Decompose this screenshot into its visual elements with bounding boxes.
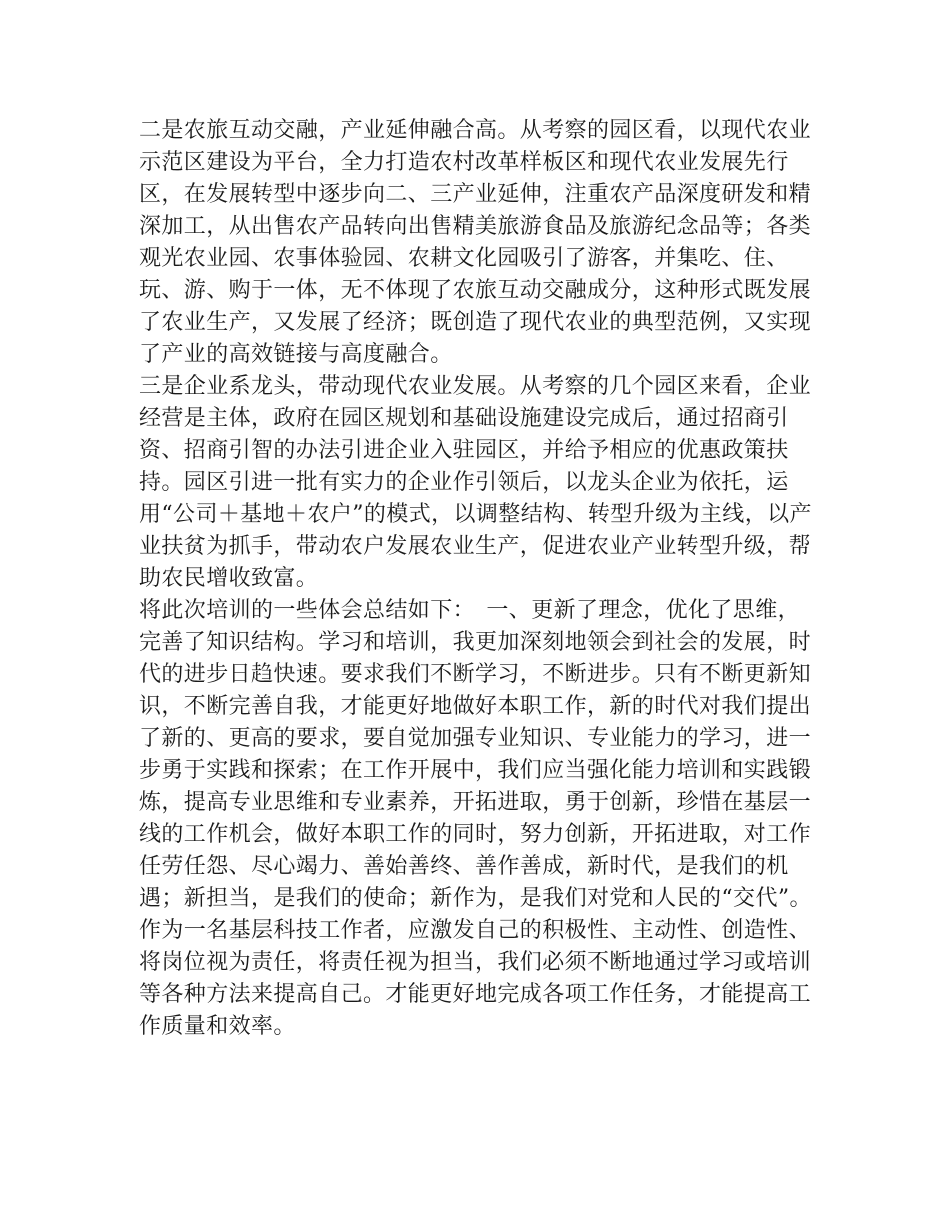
document-body (139, 115, 819, 1043)
paragraph-agri-tourism: 二是农旅互动交融，产业延伸融合高。从考察的园区看，以现代农业示范区建设为平台，全力打造农村改革样板区和现代农业发展先行区，在发展转型中逐步向二、三产业延伸，注重农产品深度研发和精深加工，从出售农产品转向出售精美旅游食品及旅游纪念品等；各类观光农业园、农事体验园、农耕文化园吸引了游客，并集吃、住、玩、游、购于一体，无不体现了农旅互动交融成分，这种形式既发展了农业生产，又发展了经济；既创造了现代农业的典型范例，又实现了产业的高效链接与高度融合。 (139, 118, 812, 367)
paragraph-training-reflections: 将此次培训的一些体会总结如下： 一、更新了理念，优化了思维，完善了知识结构。学习和培训，我更加深刻地领会到社会的发展，时代的进步日趋快速。要求我们不断学习，不断进步。只有不断更新知识，不断完善自我，才能更好地做好本职工作，新的时代对我们提出了新的、更高的要求，要自觉加强专业知识、专业能力的学习，进一步勇于实践和探索；在工作开展中，我们应当强化能力培训和实践锻炼，提高专业思维和专业素养，开拓进取，勇于创新，珍惜在基层一线的工作机会，做好本职工作的同时，努力创新，开拓进取，对工作任劳任怨、尽心竭力、善始善终、善作善成，新时代，是我们的机遇；新担当，是我们的使命；新作为，是我们对党和人民的“交代”。作为一名基层科技工作者，应激发自己的积极性、主动性、创造性、将岗位视为责任，将责任视为担当，我们必须不断地通过学习或培训等各种方法来提高自己。才能更好地完成各项工作任务，才能提高工作质量和效率。 (139, 598, 812, 1039)
paragraph-leading-enterprises: 三是企业系龙头，带动现代农业发展。从考察的几个园区来看，企业经营是主体，政府在园区规划和基础设施建设完成后，通过招商引资、招商引智的办法引进企业入驻园区，并给予相应的优惠政策扶持。园区引进一批有实力的企业作引领后，以龙头企业为依托，运用“公司＋基地＋农户”的模式，以调整结构、转型升级为主线，以产业扶贫为抓手，带动农户发展农业生产，促进农业产业转型升级，帮助农民增收致富。 (139, 374, 812, 591)
